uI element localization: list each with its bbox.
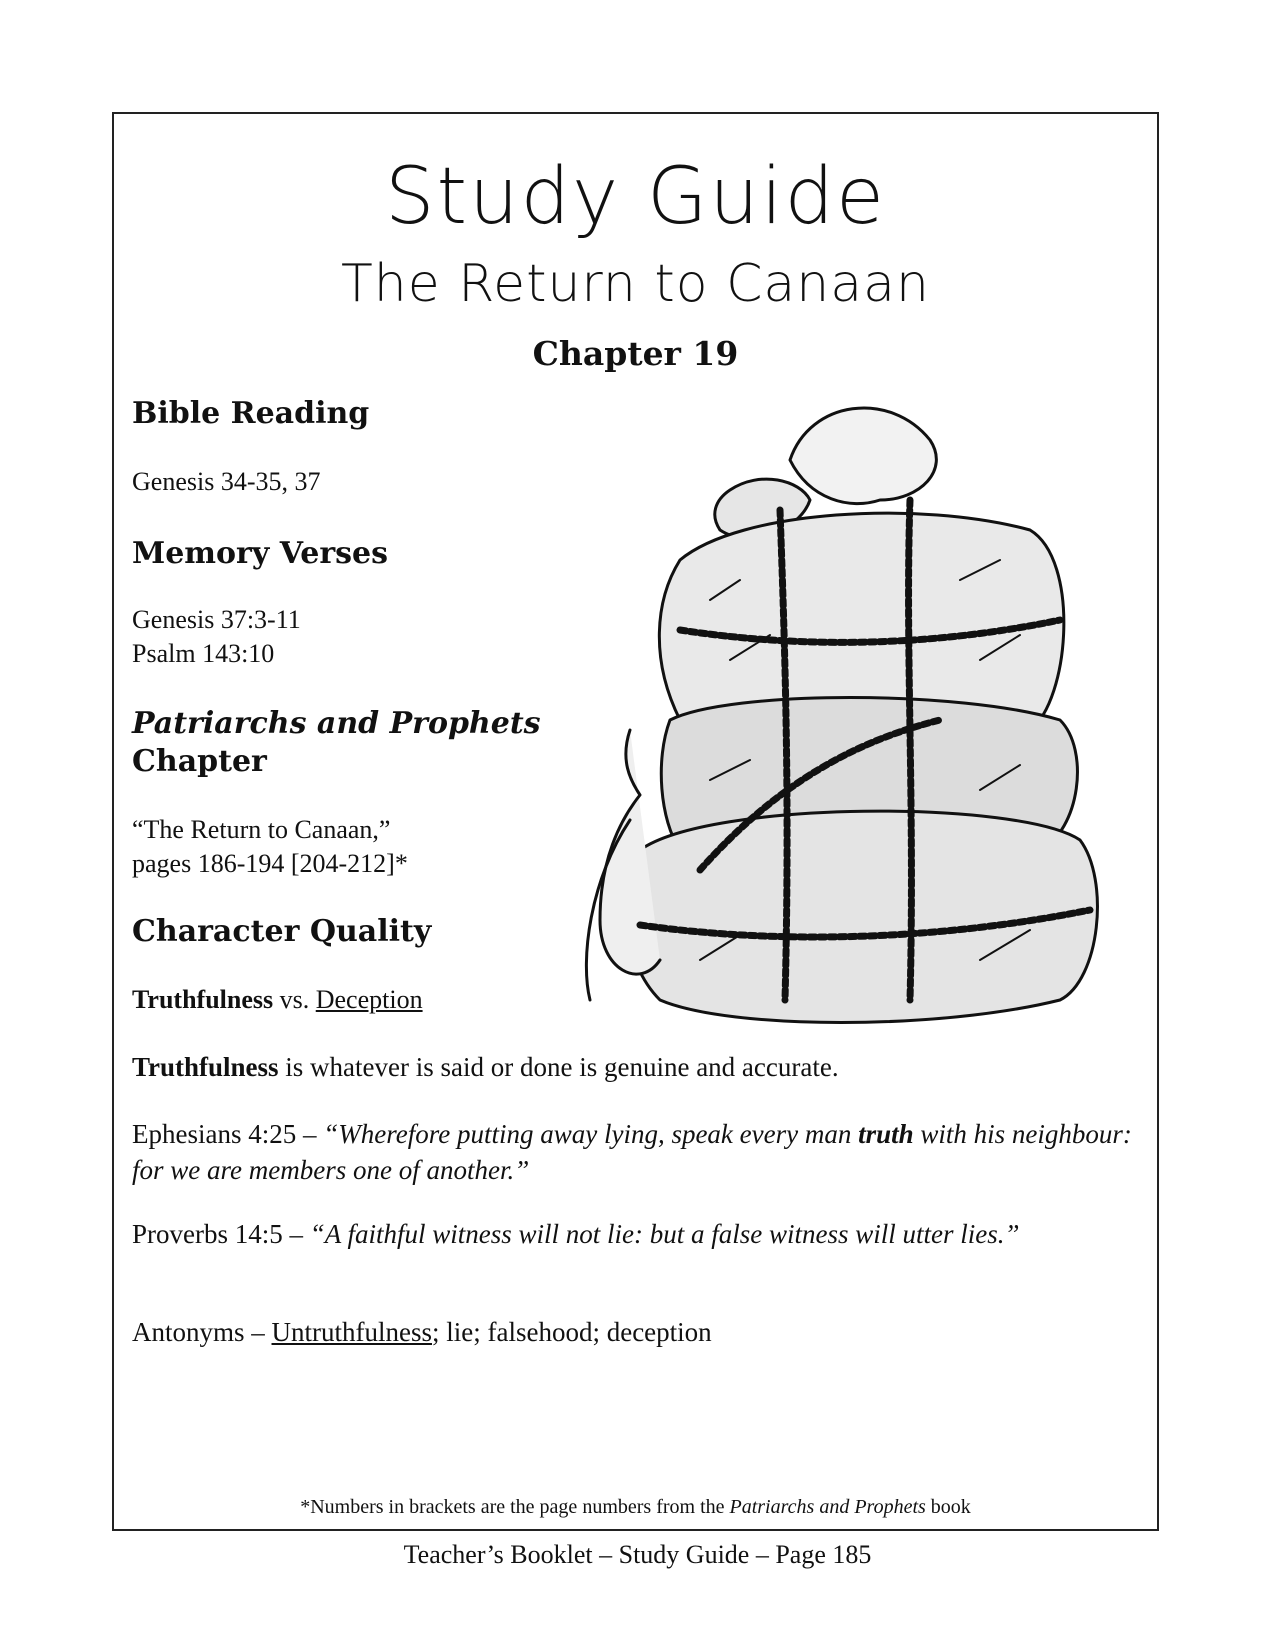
- verse1-ref: Ephesians 4:25 –: [132, 1119, 324, 1149]
- verse-ephesians: [132, 1116, 1132, 1188]
- pp-chapter-title: “The Return to Canaan,”: [132, 815, 391, 844]
- memory-verses-heading: Memory Verses: [132, 536, 389, 571]
- vs-text: vs.: [273, 985, 316, 1014]
- definition-term: Truthfulness: [132, 1052, 279, 1082]
- verse1-quote-bold: truth: [858, 1119, 914, 1149]
- bible-reading-heading: Bible Reading: [132, 396, 370, 431]
- bible-reading-text: Genesis 34-35, 37: [132, 467, 321, 496]
- opposite-term: Deception: [315, 985, 423, 1014]
- definition-text: is whatever is said or done is genuine and accurate.: [278, 1052, 839, 1082]
- verse-proverbs: [132, 1216, 1132, 1252]
- quality-term: Truthfulness: [132, 985, 274, 1014]
- antonyms-rest: ; lie; falsehood; deception: [432, 1317, 712, 1347]
- footnote-before: *Numbers in brackets are the page numbers from the: [300, 1496, 730, 1518]
- pp-chapter-pages: pages 186-194 [204-212]*: [132, 849, 408, 878]
- verse1-quote-b: with his neighbour: for we are members one of another.”: [132, 1119, 1132, 1185]
- verse2-quote: “A faithful witness will not lie: but a false witness will utter lies.”: [309, 1219, 1020, 1249]
- character-quality-heading: Character Quality: [132, 914, 432, 949]
- page-title: Study Guide: [384, 152, 887, 242]
- pp-heading-chapter: Chapter: [132, 744, 267, 779]
- antonyms: [132, 1314, 1132, 1350]
- verse1-quote-a: “Wherefore putting away lying, speak every man: [323, 1119, 859, 1149]
- antonyms-label: Antonyms –: [132, 1317, 272, 1347]
- bundle-illustration: [560, 400, 1160, 1060]
- page-footer: Teacher’s Booklet – Study Guide – Page 185: [403, 1540, 872, 1569]
- memory-verse-2: Psalm 143:10: [132, 639, 275, 668]
- footnote: [114, 1496, 1157, 1519]
- pp-heading-title: Patriarchs and Prophets: [132, 706, 541, 741]
- character-quality-line: [132, 982, 423, 1018]
- page-subtitle: The Return to Canaan: [341, 254, 930, 314]
- footnote-after: book: [925, 1496, 971, 1518]
- verse2-ref: Proverbs 14:5 –: [132, 1219, 310, 1249]
- antonym-first: Untruthfulness: [271, 1317, 432, 1347]
- footnote-italic: Patriarchs and Prophets: [729, 1496, 926, 1518]
- memory-verse-1: Genesis 37:3-11: [132, 605, 301, 634]
- chapter-label: Chapter 19: [532, 334, 739, 373]
